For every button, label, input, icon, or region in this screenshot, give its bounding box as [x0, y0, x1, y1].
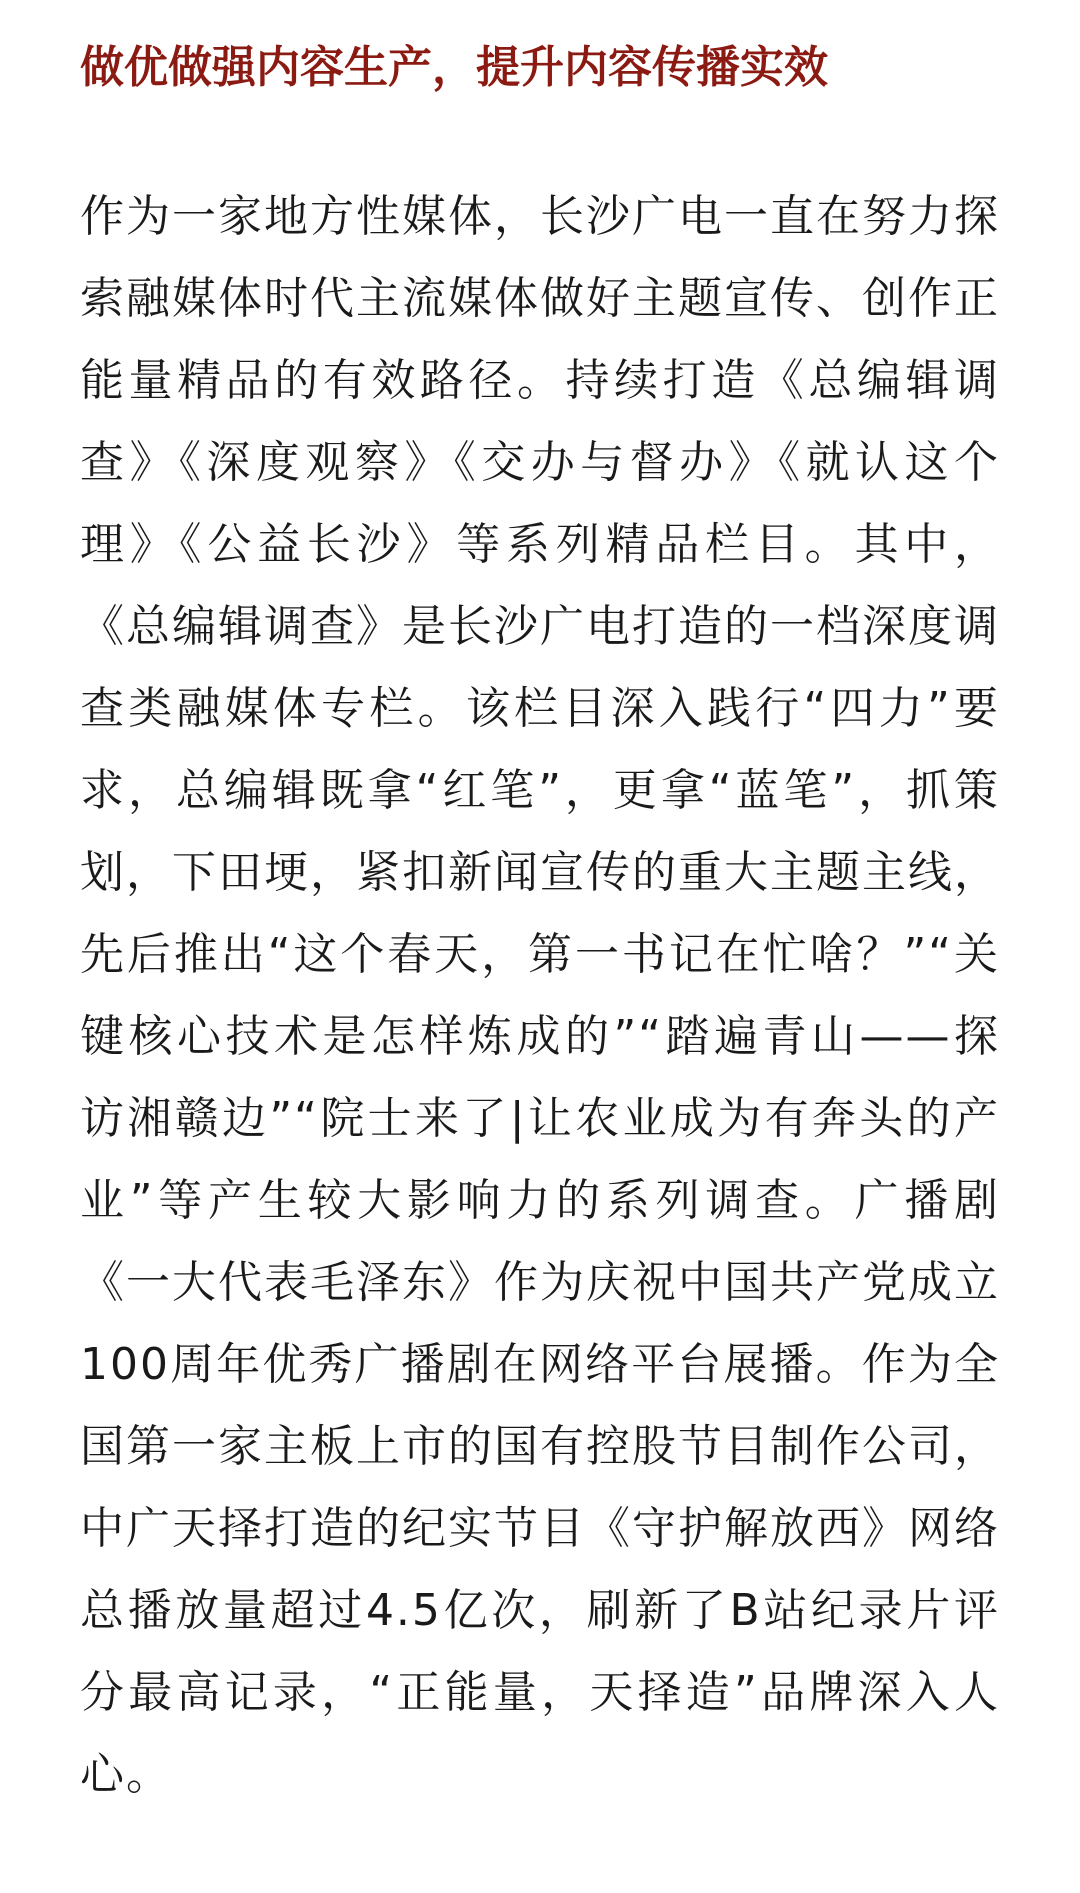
article-paragraph: 作为一家地方性媒体，长沙广电一直在努力探索融媒体时代主流媒体做好主题宣传、创作正能量精品的有效路径。持续打造《总编辑调查》《深度观察》《交办与督办》《就认这个理》《公益长沙》等系列精品栏目。其中，《总编辑调查》是长沙广电打造的一档深度调查类融媒体专栏。该栏目深入践行“四力”要求，总编辑既拿“红笔”，更拿“蓝笔”，抓策划，下田埂，紧扣新闻宣传的重大主题主线，先后推出“这个春天，第一书记在忙啥？”“关键核心技术是怎样炼成的”“踏遍青山——探访湘赣边”“院士来了|让农业成为有奔头的产业”等产生较大影响力的系列调查。广播剧《一大代表毛泽东》作为庆祝中国共产党成立100周年优秀广播剧在网络平台展播。作为全国第一家主板上市的国有控股节目制作公司，中广天择打造的纪实节目《守护解放西》网络总播放量超过4.5亿次，刷新了B站纪录片评分最高记录，“正能量，天择造”品牌深入人心。: [80, 191, 1000, 1800]
section-heading: 做优做强内容生产，提升内容传播实效: [80, 42, 828, 93]
